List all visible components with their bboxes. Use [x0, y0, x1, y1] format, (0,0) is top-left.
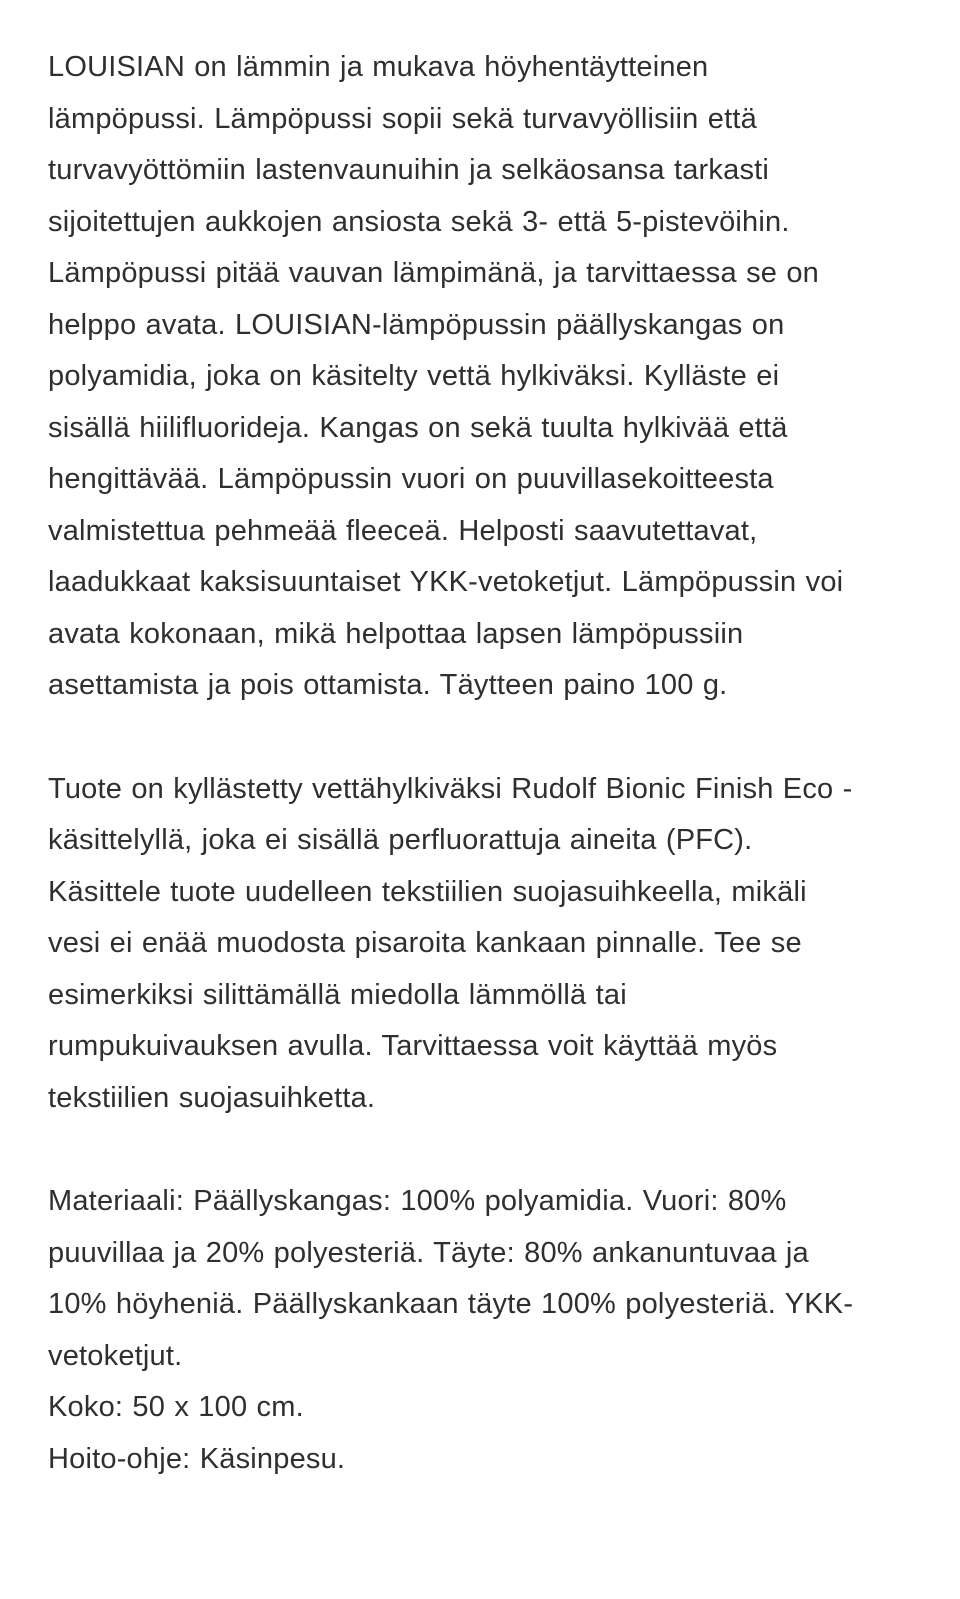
description-paragraph-intro: LOUISIAN on lämmin ja mukava höyhentäytteinen lämpöpussi. Lämpöpussi sopii sekä turvavyöllisiin että turvavyöttömiin lastenvaunuihin ja selkäosansa tarkasti sijoitettujen aukkojen ansiosta sekä 3- että 5-pistevöihin. Lämpöpussi pitää vauvan lämpimänä, ja tarvittaessa se on helppo avata. LOUISIAN-lämpöpussin päällyskangas on polyamidia, joka on käsitelty vettä hylkiväksi. Kylläste ei sisällä hiilifluorideja. Kangas on sekä tuulta hylkivää että hengittävää. Lämpöpussin vuori on puuvillasekoitteesta valmistettua pehmeää fleeceä. Helposti saavutettavat, laadukkaat kaksisuuntaiset YKK-vetoketjut. Lämpöpussin voi avata kokonaan, mikä helpottaa lapsen lämpöpussiin asettamista ja pois ottamista. Täytteen paino 100 g.	[48, 51, 844, 701]
size-line: Koko: 50 x 100 cm.	[48, 1391, 304, 1423]
description-paragraph-materials: Materiaali: Päällyskangas: 100% polyamidia. Vuori: 80% puuvillaa ja 20% polyesteriä. Täyte: 80% ankanuntuvaa ja 10% höyheniä. Päällyskankaan täyte 100% polyesteriä. YKK-vetoketjut.	[48, 1185, 854, 1372]
care-instructions-line: Hoito-ohje: Käsinpesu.	[48, 1442, 346, 1475]
description-paragraph-treatment: Tuote on kyllästetty vettähylkiväksi Rudolf Bionic Finish Eco -käsittelyllä, joka ei sisällä perfluorattuja aineita (PFC). Käsittele tuote uudelleen tekstiilien suojasuihkeella, mikäli vesi ei enää muodosta pisaroita kankaan pinnalle. Tee se esimerkiksi silittämällä miedolla lämmöllä tai rumpukuivauksen avulla. Tarvittaessa voit käyttää myös tekstiilien suojasuihketta.	[48, 772, 853, 1114]
